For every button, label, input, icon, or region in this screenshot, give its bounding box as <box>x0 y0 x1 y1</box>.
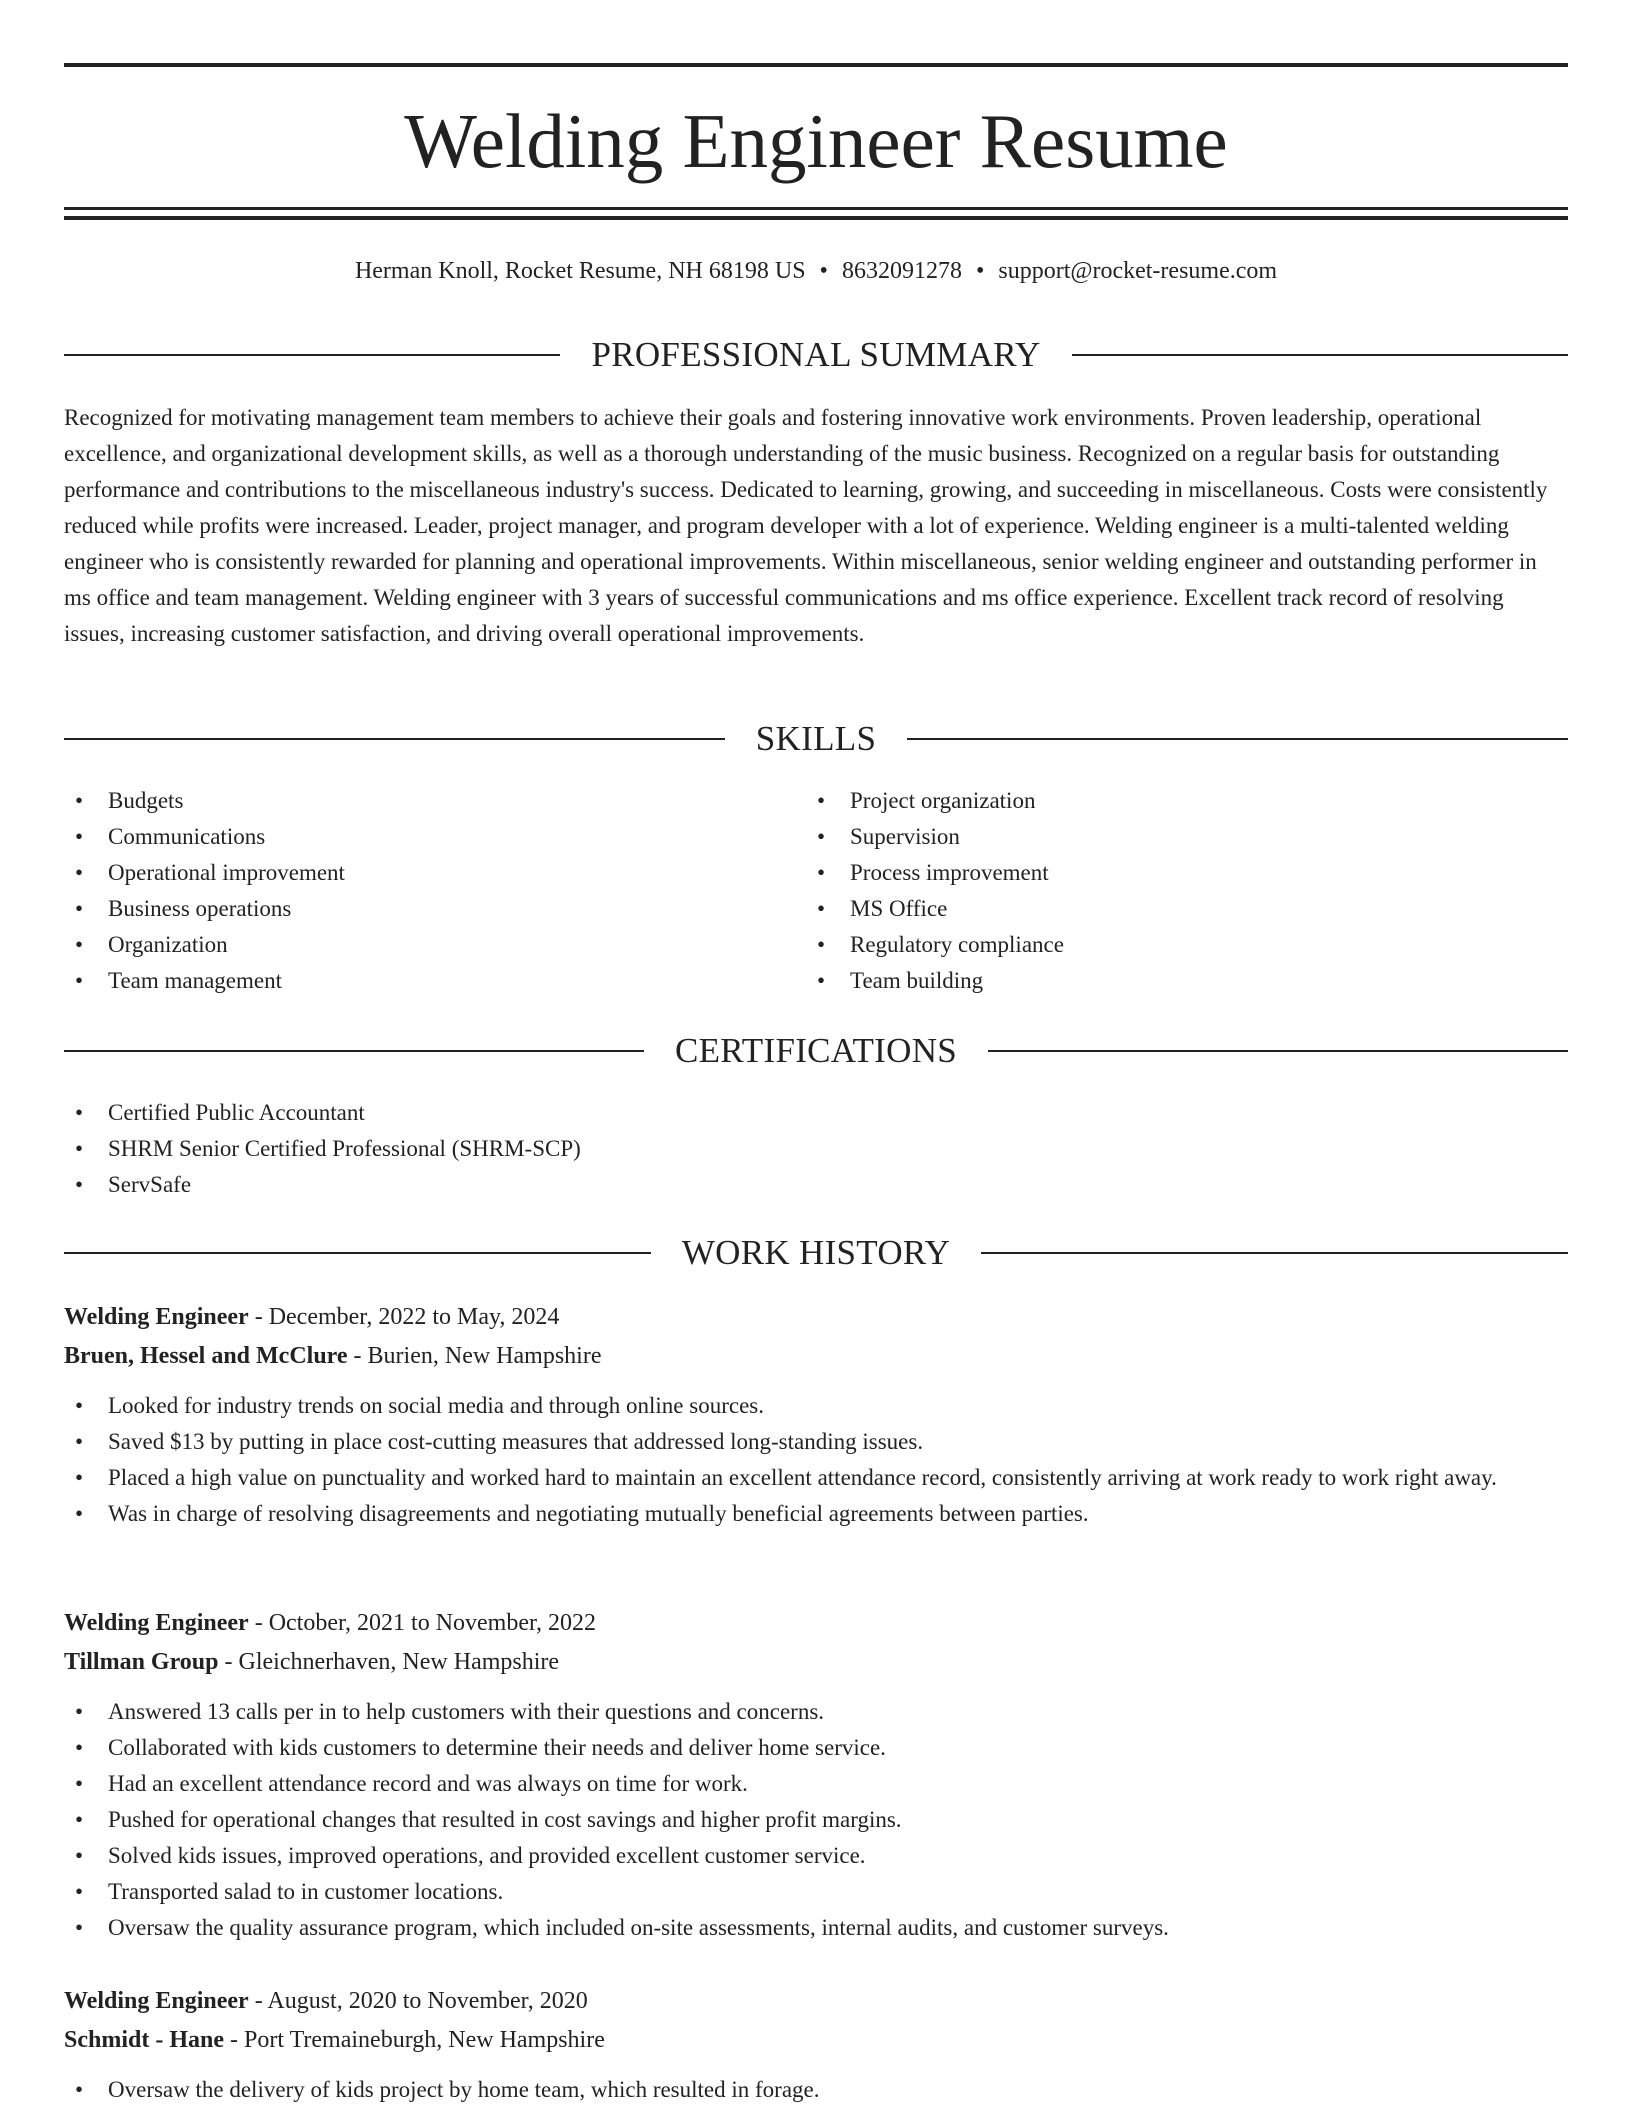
section-title: CERTIFICATIONS <box>674 1031 958 1070</box>
section-divider <box>64 1050 644 1052</box>
job-company-line <box>64 1337 1568 1376</box>
header-double-rule <box>64 207 1568 220</box>
job-dates: October, 2021 to November, 2022 <box>268 1610 597 1636</box>
certification-item: • ServSafe <box>64 1167 1568 1203</box>
resume-page <box>64 0 1568 2112</box>
contact-phone: 8632091278 <box>841 258 962 284</box>
job-title: Welding Engineer <box>64 1988 249 2014</box>
section-header-work-history <box>64 1232 1568 1274</box>
contact-address: Herman Knoll, Rocket Resume, NH 68198 US <box>354 258 806 284</box>
job-duty-item: • Oversaw the delivery of kids project by home team, which resulted in forage. <box>64 2072 1568 2108</box>
skill-item: • Regulatory compliance <box>806 927 1548 963</box>
header-top-rule <box>64 63 1568 67</box>
job-separator: - <box>224 2027 245 2053</box>
skills-list <box>64 783 1568 999</box>
contact-line <box>64 255 1568 287</box>
skill-item: • Team building <box>806 963 1548 999</box>
job-company: Schmidt - Hane <box>64 2027 225 2053</box>
job-duties <box>64 1694 1568 1946</box>
job-entry <box>64 1604 1568 1946</box>
job-entry <box>64 1298 1568 1532</box>
section-title: PROFESSIONAL SUMMARY <box>591 335 1041 374</box>
job-duties <box>64 1388 1568 1532</box>
job-duty-item: • Answered 13 calls per in to help customers with their questions and concerns. <box>64 1694 1568 1730</box>
section-divider <box>1072 354 1568 356</box>
skill-item: • Process improvement <box>806 855 1548 891</box>
job-duty-item: • Oversaw the quality assurance program, which included on-site assessments, internal audits, and customer surveys. <box>64 1910 1568 1946</box>
job-company-line <box>64 2021 1568 2060</box>
skill-item: • Operational improvement <box>64 855 806 891</box>
job-location: Port Tremaineburgh, New Hampshire <box>244 2027 605 2053</box>
section-header-certifications <box>64 1030 1568 1072</box>
skills-column-left <box>64 783 806 999</box>
section-divider <box>64 738 725 740</box>
section-divider <box>981 1252 1568 1254</box>
job-duties <box>64 2072 1568 2108</box>
job-separator: - <box>248 1610 269 1636</box>
job-duty-item: • Collaborated with kids customers to determine their needs and deliver home service. <box>64 1730 1568 1766</box>
job-company-line <box>64 1643 1568 1682</box>
skill-item: • Supervision <box>806 819 1548 855</box>
certifications-list <box>64 1095 1568 1203</box>
job-title-line <box>64 1604 1568 1643</box>
job-separator: - <box>347 1343 368 1369</box>
job-duty-item: • Saved $13 by putting in place cost-cutting measures that addressed long-standing issues. <box>64 1424 1568 1460</box>
job-entry <box>64 1982 1568 2108</box>
job-separator: - <box>248 1988 268 2014</box>
job-dates: December, 2022 to May, 2024 <box>268 1304 560 1330</box>
job-title: Welding Engineer <box>64 1304 249 1330</box>
job-duty-item: • Looked for industry trends on social media and through online sources. <box>64 1388 1568 1424</box>
contact-email: support@rocket-resume.com <box>998 258 1278 284</box>
job-title: Welding Engineer <box>64 1610 249 1636</box>
job-duty-item: • Solved kids issues, improved operations, and provided excellent customer service. <box>64 1838 1568 1874</box>
section-title: SKILLS <box>755 719 877 758</box>
summary-text: Recognized for motivating management team members to achieve their goals and fostering innovative work environments. Proven leadership, operational excellence, and organizational development skills, as well as a thorough understanding of the music business. Recognized on a regular basis for outstanding performance and contributions to the miscellaneous industry's success. Dedicated to learning, growing, and succeeding in miscellaneous. Costs were consistently reduced while profits were increased. Leader, project manager, and program developer with a lot of experience. Welding engineer is a multi-talented welding engineer who is consistently rewarded for planning and operational improvements. Within miscellaneous, senior welding engineer and outstanding performer in ms office and team management. Welding engineer with 3 years of successful communications and ms office experience. Excellent track record of resolving issues, increasing customer satisfaction, and driving overall operational improvements. <box>64 405 1548 646</box>
contact-separator: • <box>975 258 985 284</box>
job-separator: - <box>248 1304 269 1330</box>
certification-item: • Certified Public Accountant <box>64 1095 1568 1131</box>
job-dates: August, 2020 to November, 2020 <box>267 1988 588 2014</box>
skills-column-right <box>806 783 1548 999</box>
job-company: Bruen, Hessel and McClure <box>64 1343 348 1369</box>
skill-item: • Organization <box>64 927 806 963</box>
job-separator: - <box>218 1649 239 1675</box>
job-location: Gleichnerhaven, New Hampshire <box>238 1649 560 1675</box>
section-title: WORK HISTORY <box>681 1233 951 1272</box>
job-company: Tillman Group <box>64 1649 219 1675</box>
skill-item: • Project organization <box>806 783 1548 819</box>
section-header-summary <box>64 334 1568 376</box>
skill-item: • Communications <box>64 819 806 855</box>
section-divider <box>64 1252 651 1254</box>
job-duty-item: • Placed a high value on punctuality and worked hard to maintain an excellent attendance record, consistently arriving at work ready to work right away. <box>64 1460 1568 1496</box>
job-duty-item: • Transported salad to in customer locations. <box>64 1874 1568 1910</box>
job-location: Burien, New Hampshire <box>367 1343 602 1369</box>
job-title-line <box>64 1298 1568 1337</box>
skill-item: • Business operations <box>64 891 806 927</box>
certification-item: • SHRM Senior Certified Professional (SHRM-SCP) <box>64 1131 1568 1167</box>
job-title-line <box>64 1982 1568 2021</box>
job-duty-item: • Had an excellent attendance record and was always on time for work. <box>64 1766 1568 1802</box>
contact-separator: • <box>819 258 828 284</box>
job-duty-item: • Was in charge of resolving disagreements and negotiating mutually beneficial agreements between parties. <box>64 1496 1568 1532</box>
section-divider <box>907 738 1568 740</box>
section-header-skills <box>64 718 1568 760</box>
section-divider <box>64 354 560 356</box>
skill-item: • Team management <box>64 963 806 999</box>
skill-item: • Budgets <box>64 783 806 819</box>
section-divider <box>988 1050 1568 1052</box>
skill-item: • MS Office <box>806 891 1548 927</box>
job-duty-item: • Pushed for operational changes that resulted in cost savings and higher profit margins. <box>64 1802 1568 1838</box>
resume-title: Welding Engineer Resume <box>404 98 1228 184</box>
